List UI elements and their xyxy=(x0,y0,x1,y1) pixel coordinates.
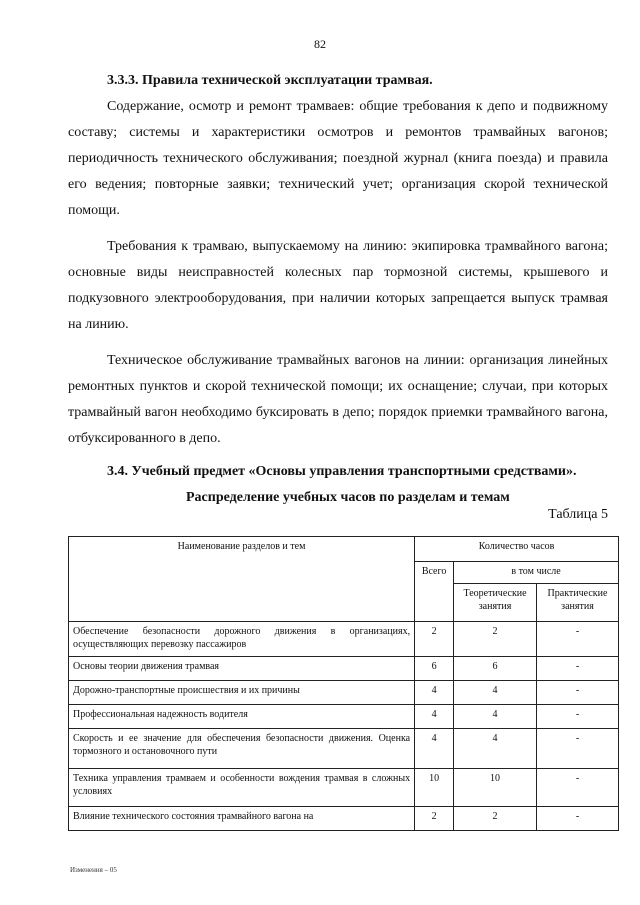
page-number: 82 xyxy=(314,37,326,51)
table-row xyxy=(69,807,619,831)
table-row xyxy=(69,657,619,681)
row-theory: 2 xyxy=(454,807,537,831)
header-hours: Количество часов xyxy=(415,537,619,562)
paragraph-3: Техническое обслуживание трамвайных вагонов на линии: организация линейных ремонтных пунктов и скорой технической помощи; их оснащение; случаи, при которых трамвайный вагон необходимо буксировать в депо; порядок приемки трамвайного вагона, отбуксированного в депо. xyxy=(68,353,608,446)
row-theory: 4 xyxy=(454,705,537,729)
header-including: в том числе xyxy=(454,562,619,584)
row-name: Техника управления трамваем и особенности вождения трамвая в сложных условиях xyxy=(69,769,415,807)
row-practice: - xyxy=(537,681,619,705)
row-practice: - xyxy=(537,807,619,831)
paragraph-2: Требования к трамваю, выпускаемому на линию: экипировка трамвайного вагона; основные виды неисправностей колесных пар тормозной системы, крышевого и подкузовного электрооборудования, при наличии которых запрещается выпуск трамвая на линию. xyxy=(68,239,608,332)
row-theory: 4 xyxy=(454,681,537,705)
row-total: 10 xyxy=(415,769,454,807)
revision-footer: Изменения – 05 xyxy=(70,866,117,874)
row-name: Дорожно-транспортные происшествия и их причины xyxy=(69,681,415,705)
row-theory: 10 xyxy=(454,769,537,807)
section-heading-3-3-3: 3.3.3. Правила технической эксплуатации трамвая. xyxy=(107,73,433,88)
header-section-name: Наименование разделов и тем xyxy=(69,537,415,622)
table-row xyxy=(69,705,619,729)
row-name: Основы теории движения трамвая xyxy=(69,657,415,681)
row-practice: - xyxy=(537,657,619,681)
row-practice: - xyxy=(537,769,619,807)
row-total: 4 xyxy=(415,729,454,769)
row-total: 2 xyxy=(415,807,454,831)
table-row xyxy=(69,729,619,769)
table-row xyxy=(69,769,619,807)
row-name: Обеспечение безопасности дорожного движения в организациях, осуществляющих перевозку пассажиров xyxy=(69,622,415,657)
table-row xyxy=(69,622,619,657)
row-name: Влияние технического состояния трамвайного вагона на xyxy=(69,807,415,831)
row-total: 6 xyxy=(415,657,454,681)
row-name: Профессиональная надежность водителя xyxy=(69,705,415,729)
section-heading-3-4: 3.4. Учебный предмет «Основы управления транспортными средствами». xyxy=(107,464,577,479)
section-3-3-3-body xyxy=(68,94,608,452)
paragraph-1: Содержание, осмотр и ремонт трамваев: общие требования к депо и подвижному составу; системы и характеристики осмотров и ремонтов трамвайных вагонов; периодичность технического обслуживания; поездной журнал (книга поезда) и правила его ведения; повторные заявки; технический учет; организация скорой технической помощи. xyxy=(68,99,608,218)
table-subheading: Распределение учебных часов по разделам и темам xyxy=(186,490,510,505)
table-row xyxy=(69,681,619,705)
row-name: Скорость и ее значение для обеспечения безопасности движения. Оценка тормозного и остановочного пути xyxy=(69,729,415,769)
row-total: 4 xyxy=(415,705,454,729)
header-practice: Практические занятия xyxy=(537,584,619,622)
table-caption: Таблица 5 xyxy=(548,507,608,522)
row-theory: 6 xyxy=(454,657,537,681)
row-theory: 2 xyxy=(454,622,537,657)
header-total: Всего xyxy=(415,562,454,622)
row-practice: - xyxy=(537,705,619,729)
header-theory: Теоретические занятия xyxy=(454,584,537,622)
row-total: 4 xyxy=(415,681,454,705)
row-practice: - xyxy=(537,622,619,657)
row-theory: 4 xyxy=(454,729,537,769)
row-total: 2 xyxy=(415,622,454,657)
hours-table xyxy=(68,536,619,831)
row-practice: - xyxy=(537,729,619,769)
